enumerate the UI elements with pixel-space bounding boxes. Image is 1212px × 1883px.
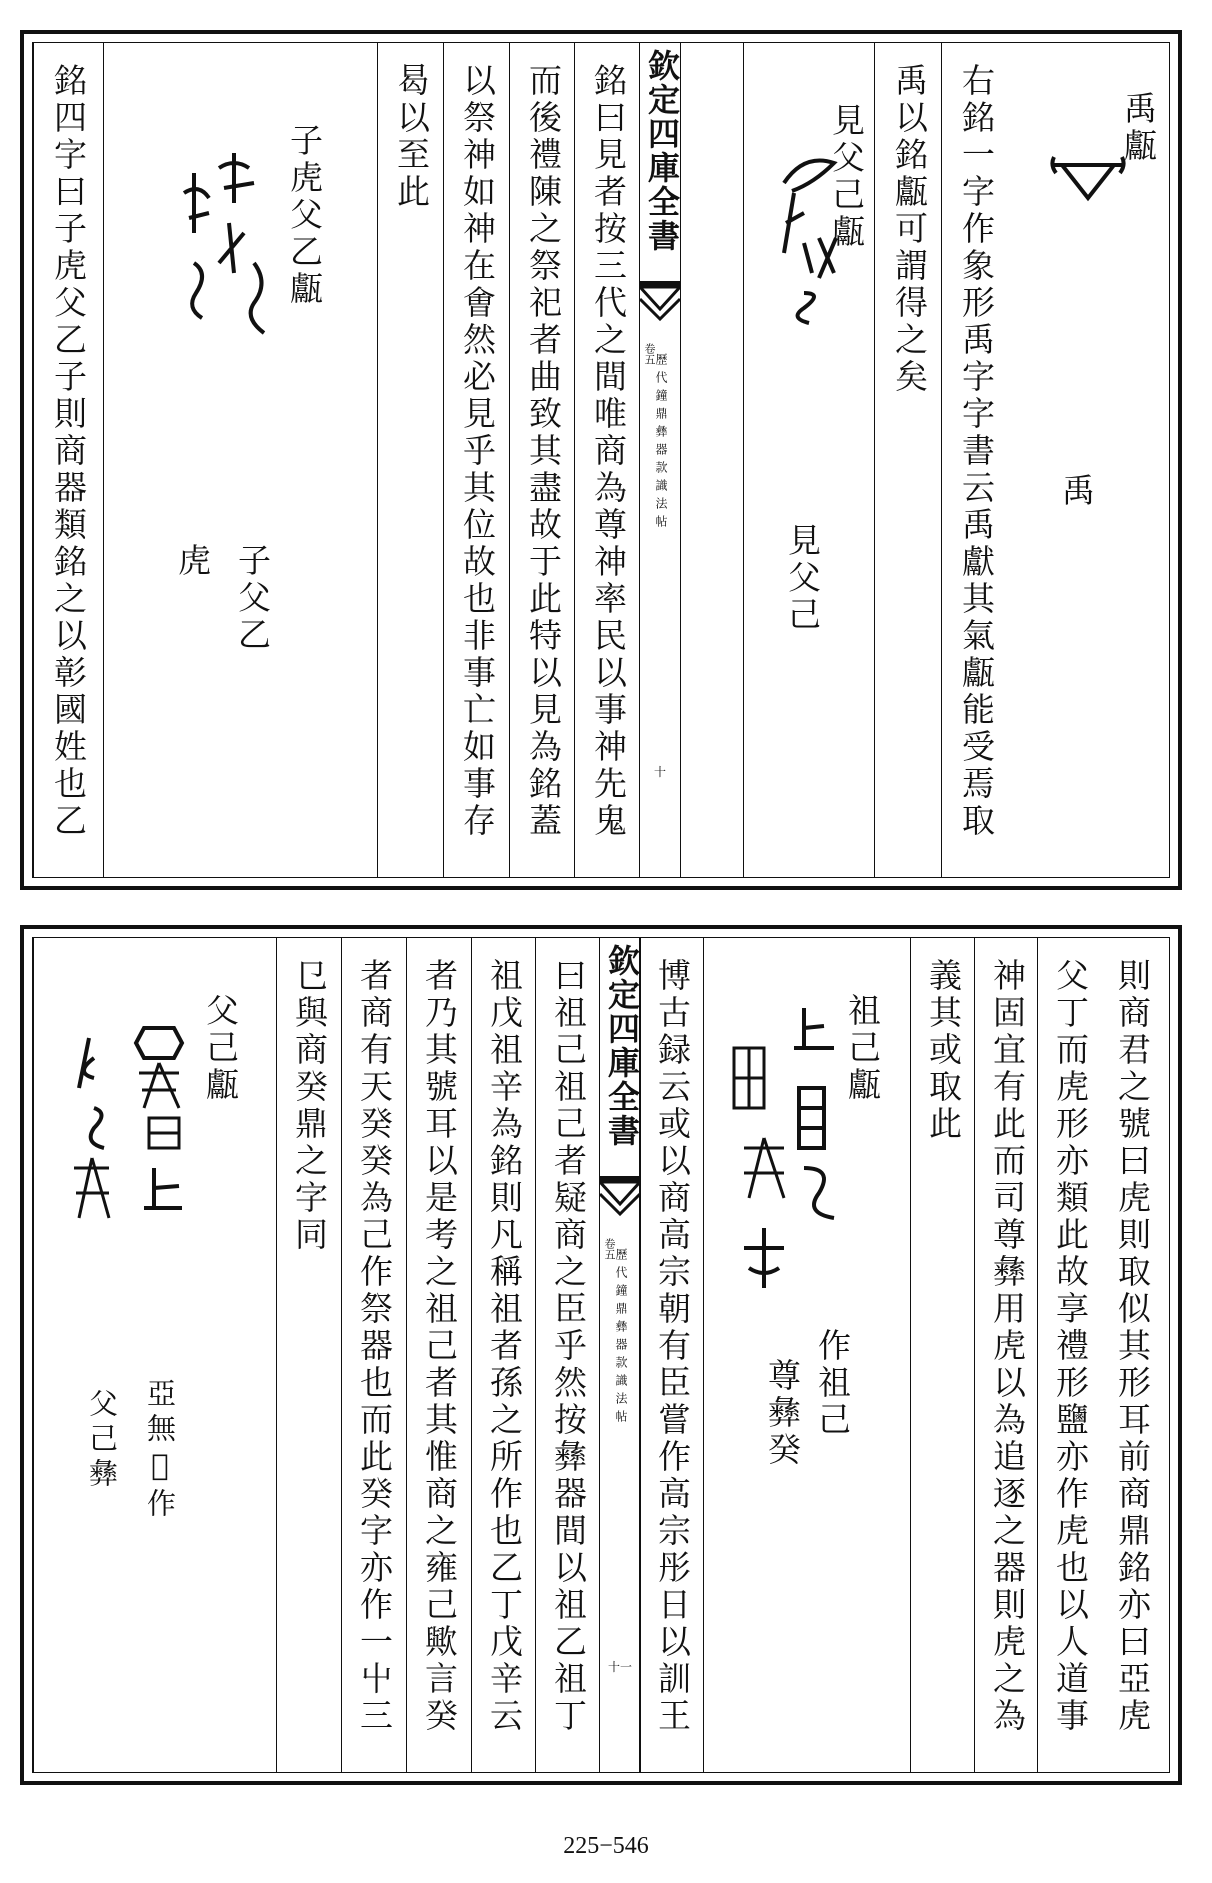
inscription-glyph-zu-ji bbox=[724, 998, 844, 1318]
fishtail-mark bbox=[640, 281, 680, 327]
commentary-text: 而後禮陳之祭祀者曲致其盡故于此特以見為銘蓋 bbox=[524, 63, 563, 840]
siku-center-band bbox=[599, 938, 641, 1772]
volume-label: 卷五 bbox=[603, 1238, 616, 1260]
commentary-text: 以祭神如神在㑹然必見乎其位故也非事亡如事存 bbox=[458, 63, 497, 840]
vessel-title: 禹甗 bbox=[1119, 91, 1158, 165]
inscription-transcription: 亞無𠎥作 bbox=[143, 1378, 177, 1523]
inscription-glyph-zi-hu-fu-yi bbox=[174, 143, 284, 343]
commentary-text: 義其或取此 bbox=[924, 958, 963, 1143]
siku-center-band bbox=[639, 43, 681, 877]
inscription-glyph-jian-fu-ji bbox=[764, 143, 854, 333]
vessel-title: 子虎父乙甗 bbox=[285, 123, 324, 308]
text-column bbox=[443, 43, 509, 877]
inscription-transcription: 子父乙 bbox=[233, 543, 272, 654]
commentary-text: 右銘一字作象形禹字字書云禹獻其氣甗能受焉取 bbox=[957, 63, 996, 840]
inscription-transcription: 作祖己 bbox=[813, 1328, 852, 1439]
lower-leaf bbox=[20, 925, 1182, 1785]
text-column bbox=[509, 43, 574, 877]
text-column bbox=[941, 43, 1008, 877]
commentary-text: 神固宜有此而司尊彝用虎以為追逐之器則虎之為 bbox=[988, 958, 1027, 1735]
text-column bbox=[1100, 938, 1163, 1772]
text-column bbox=[471, 938, 535, 1772]
commentary-text: 銘曰見者按三代之間唯商為尊神率民以事神先鬼 bbox=[589, 63, 628, 840]
inscription-glyph-yu bbox=[1048, 143, 1128, 213]
text-column bbox=[874, 43, 941, 877]
leaf-number: 十 bbox=[653, 765, 666, 779]
text-column bbox=[1037, 938, 1100, 1772]
vessel-title: 見父己甗 bbox=[827, 103, 866, 251]
column-yu-yan bbox=[1008, 43, 1163, 877]
lower-leaf-frame bbox=[32, 937, 1170, 1773]
inscription-transcription: 父己彝 bbox=[85, 1388, 119, 1493]
commentary-text: 禹以銘甗可謂得之矣 bbox=[890, 63, 929, 396]
inscription-transcription: 尊彝癸 bbox=[763, 1358, 802, 1469]
column-jian-fu-ji-yan bbox=[743, 43, 874, 877]
book-subtitle: 歷代鐘鼎彝器款識法帖 bbox=[614, 1248, 628, 1428]
upper-leaf bbox=[20, 30, 1182, 890]
text-column bbox=[910, 938, 974, 1772]
commentary-text: 銘四字曰子虎父乙子則商器類銘之以彰國姓也乙 bbox=[49, 63, 88, 840]
commentary-text: 者乃其號耳以是考之祖己者其惟商之雍己歟言癸 bbox=[420, 958, 459, 1735]
text-column bbox=[574, 43, 639, 877]
column-zu-ji-yan bbox=[703, 938, 910, 1772]
text-column bbox=[639, 938, 703, 1772]
commentary-text: 博古録云或以商高宗朝有臣嘗作高宗彤日以訓王 bbox=[653, 958, 692, 1735]
commentary-text: 㔾與商癸鼎之字同 bbox=[290, 958, 329, 1254]
series-title: 欽定四庫全書 bbox=[643, 49, 681, 253]
column-fu-ji-yan bbox=[33, 938, 276, 1772]
text-column bbox=[535, 938, 599, 1772]
commentary-text: 父丁而虎形亦類此故享禮形鹽亦作虎也以人道事 bbox=[1051, 958, 1090, 1735]
series-title: 欽定四庫全書 bbox=[603, 944, 641, 1148]
text-column bbox=[276, 938, 341, 1772]
book-subtitle: 歷代鐘鼎彝器款識法帖 bbox=[654, 353, 668, 533]
vessel-title: 祖己甗 bbox=[843, 993, 882, 1104]
text-column bbox=[377, 43, 443, 877]
vessel-title: 父己甗 bbox=[201, 993, 240, 1104]
inscription-transcription: 禹 bbox=[1057, 473, 1096, 510]
commentary-text: 曰祖己祖己者疑商之臣乎然按彝器間以祖乙祖丁 bbox=[549, 958, 588, 1735]
leaf-number: 十一 bbox=[607, 1660, 632, 1674]
column-zi-hu-fu-yi-yan bbox=[103, 43, 377, 877]
commentary-text: 者商有天癸癸為己作祭器也而此癸字亦作一屮三 bbox=[355, 958, 394, 1735]
volume-label: 卷五 bbox=[643, 343, 656, 365]
text-column bbox=[406, 938, 471, 1772]
inscription-glyph-fu-ji bbox=[64, 1018, 194, 1248]
page-number: 225−546 bbox=[563, 1833, 649, 1859]
fishtail-mark bbox=[600, 1176, 640, 1222]
inscription-transcription: 虎 bbox=[173, 543, 212, 580]
inscription-transcription: 見父己 bbox=[783, 523, 822, 634]
text-column bbox=[974, 938, 1037, 1772]
text-column bbox=[33, 43, 103, 877]
commentary-text: 祖戊祖辛為銘則凡稱祖者孫之所作也乙丁戊辛云 bbox=[485, 958, 524, 1735]
upper-leaf-frame bbox=[32, 42, 1170, 878]
text-column bbox=[341, 938, 406, 1772]
commentary-text: 則商君之號曰虎則取似其形耳前商鼎銘亦曰亞虎 bbox=[1113, 958, 1152, 1735]
commentary-text: 曷以至此 bbox=[392, 63, 431, 211]
